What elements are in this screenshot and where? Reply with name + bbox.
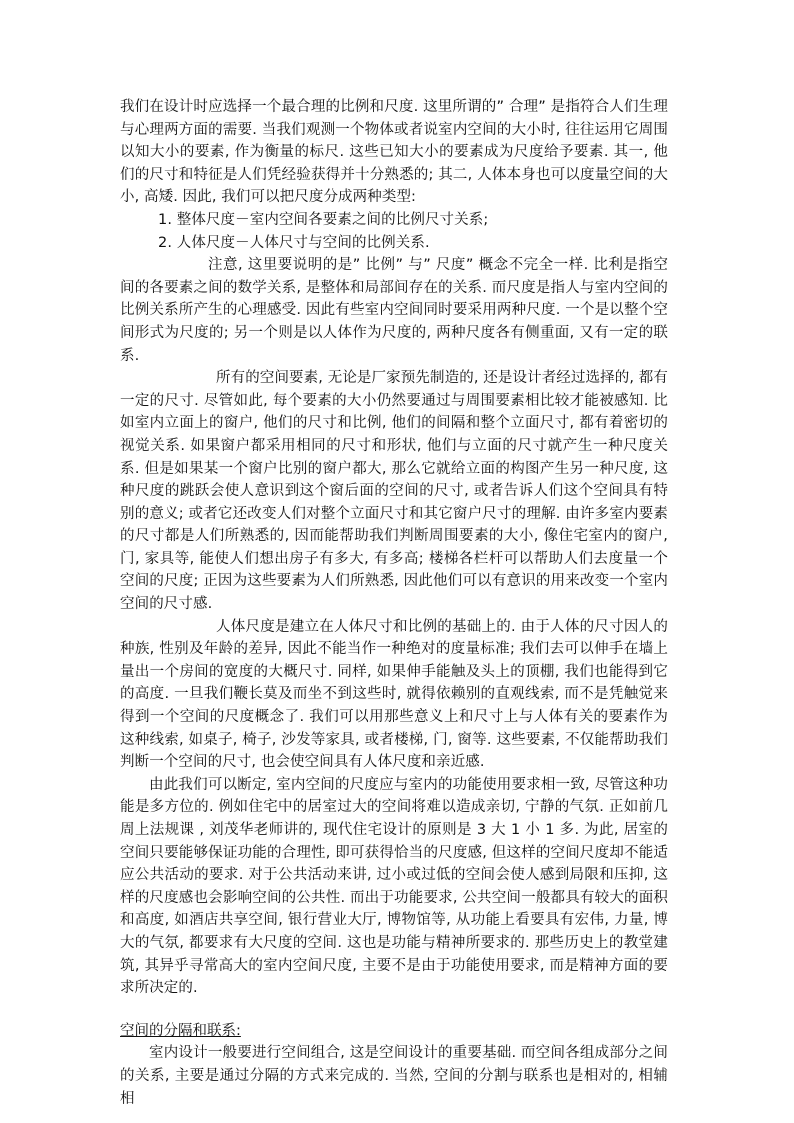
list-item-overall-scale: 1. 整体尺度－室内空间各要素之间的比例尺寸关系; xyxy=(158,211,489,228)
paragraph-space-combination: 室内设计一般要进行空间组合, 这是空间设计的重要基础. 而空间各组成部分之间的关系, 主要是通过分隔的方式来完成的. 当然, 空间的分割与联系也是相对的, 相辅相 xyxy=(120,1045,668,1107)
paragraph-function-scale: 由此我们可以断定, 室内空间的尺度应与室内的功能使用要求相一致, 尽管这种功能是多方位的. 例如住宅中的居室过大的空间将难以造成亲切, 宁静的气氛. 正如前几周上法规课 , 刘茂华老师讲的, 现代住宅设计的原则是 3 大 1 小 1 多. 为此, 居室的空间只要能够保证功能的合理性, 即可获得恰当的尺度感, 但这样的空间尺度却不能适应公共活动的要求. 对于公共活动来讲, 过小或过低的空间会使人感到局限和压抑, 这样的尺度感也会影响空间的公共性. 而出于功能要求, 公共空间一般都具有较大的面积和高度, 如酒店共享空间, 银行营业大厅, 博物馆等, 从功能上看要具有宏伟, 力量, 博大的气氛, 都要求有大尺度的空间. 这也是功能与精神所要求的. 那些历史上的教堂建筑, 其异乎寻常高大的室内空间尺度, 主要不是由于功能使用要求, 而是精神方面的要求所决定的. xyxy=(120,776,668,997)
document-body xyxy=(120,96,668,1110)
paragraph-scale-intro: 我们在设计时应选择一个最合理的比例和尺度. 这里所谓的” 合理” 是指符合人们生理与心理两方面的需要. 当我们观测一个物体或者说室内空间的大小时, 往往运用它周围以知大小的要素, 作为衡量的标尺. 这些已知大小的要素成为尺度给予要素. 其一, 他们的尺寸和特征是人们凭经验获得并十分熟悉的; 其二, 人体本身也可以度量空间的大小, 高矮. 因此, 我们可以把尺度分成两种类型: xyxy=(120,99,668,206)
paragraph-proportion-vs-scale: 注意, 这里要说明的是” 比例” 与” 尺度” 概念不完全一样. 比利是指空间的各要素之间的数学关系, 是整体和局部间存在的关系. 而尺度是指人与室内空间的比例关系所产生的心理感受. 因此有些室内空间同时要采用两种尺度. 一个是以整个空间形式为尺度的; 另一个则是以人体作为尺度的, 两种尺度各有侧重面, 又有一定的联系. xyxy=(120,257,668,364)
paragraph-human-scale: 人体尺度是建立在人体尺寸和比例的基础上的. 由于人体的尺寸因人的种族, 性别及年龄的差异, 因此不能当作一种绝对的度量标准; 我们去可以伸手在墙上量出一个房间的宽度的大概尺寸. 同样, 如果伸手能触及头上的顶棚, 我们也能得到它的高度. 一旦我们鞭长莫及而坐不到这些时, 就得依赖别的直观线索, 而不是凭触觉来得到一个空间的尺度概念了. 我们可以用那些意义上和尺寸上与人体有关的要素作为这种线索, 如桌子, 椅子, 沙发等家具, 或者楼梯, 门, 窗等. 这些要素, 不仅能帮助我们判断一个空间的尺寸, 也会使空间具有人体尺度和亲近感. xyxy=(120,618,668,771)
paragraph-space-elements: 所有的空间要素, 无论是厂家预先制造的, 还是设计者经过选择的, 都有一定的尺寸. 尽管如此, 每个要素的大小仍然要通过与周围要素相比较才能被感知. 比如室内立面上的窗户, 他们的尺寸和比例, 他们的间隔和整个立面尺寸, 都有着密切的视觉关系. 如果窗户都采用相同的尺寸和形状, 他们与立面的尺寸就产生一种尺度关系. 但是如果某一个窗户比别的窗户都大, 那么它就给立面的构图产生另一种尺度, 这种尺度的跳跃会使人意识到这个窗后面的空间的尺寸, 或者告诉人们这个空间具有特别的意义; 或者它还改变人们对整个立面尺寸和其它窗户尺寸的理解. 由许多室内要素的尺寸都是人们所熟悉的, 因而能帮助我们判断周围要素的大小, 像住宅室内的窗户, 门, 家具等, 能使人们想出房子有多大, 有多高; 楼梯各栏杆可以帮助人们去度量一个空间的尺度; 正因为这些要素为人们所熟悉, 因此他们可以有意识的用来改变一个室内空间的尺寸感. xyxy=(120,370,668,613)
section-heading-separation: 空间的分隔和联系: xyxy=(120,1022,241,1039)
list-item-human-scale: 2. 人体尺度－人体尺寸与空间的比例关系. xyxy=(158,234,430,251)
